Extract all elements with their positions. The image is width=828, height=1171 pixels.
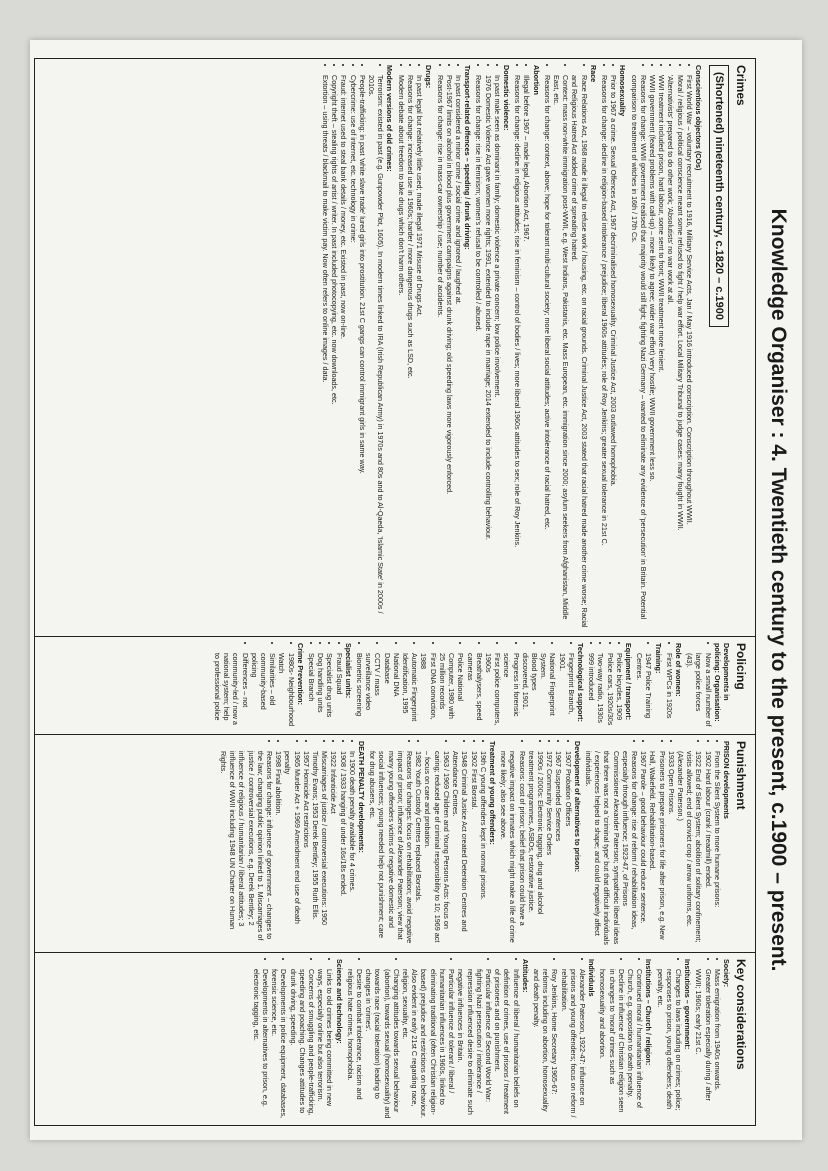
list-item: • Biometric screening xyxy=(355,653,364,728)
section-title: Development of alternatives to prison: xyxy=(572,741,582,872)
crimes-column xyxy=(35,59,755,637)
list-item: • Reasons: cost of prison; belief that prison could have a negative impact on inmates which might make a life of crime more likely; also see above. xyxy=(499,751,527,946)
section-list xyxy=(219,741,357,946)
section-list xyxy=(368,741,488,946)
list-item: • Dog handling units xyxy=(316,653,325,728)
list-item: • Extortion – using threats / blackmail to make victim pay. Now often refers to online images / data. xyxy=(321,75,330,630)
section-list xyxy=(665,643,674,728)
list-item: • 1907 Probation Officers xyxy=(563,751,572,946)
section-title: Individuals xyxy=(587,959,597,997)
list-item: • Race Relations Act, 1968 made it illegal to refuse work / housing, etc. on racial grounds. Criminal Justice Act, 2003 stated that racial hatred made another crime worse; Racial and Religious Hatred Act added crime of spreading hatred. xyxy=(570,75,588,630)
punishment-column xyxy=(35,735,755,953)
list-item: • Copyright theft – stealing rights of artist / writer. In past included photocopying, etc. now downloads, etc. xyxy=(330,75,339,630)
list-item: • Decline in influence of Christian religion seen in changes to 'moral' crimes such as homosexuality and abortion. xyxy=(598,969,626,1119)
section-list xyxy=(598,959,644,1119)
list-item: • 1976 Domestic Violence Act gave women more rights; 1991, extended to include rape in marriage; 2014 extended to include controlling behaviour. xyxy=(483,75,492,630)
key-heading: Key considerations xyxy=(734,959,748,1070)
section-title: Technological support: xyxy=(575,643,585,722)
list-item: • CCTV / mass surveillance video xyxy=(364,653,382,728)
section-list xyxy=(584,741,722,946)
crimes-sections xyxy=(321,65,703,630)
list-item: • Reasons for change: increased use in 1960s; harder / more dangerous drugs such as LSD, etc. xyxy=(406,75,415,630)
page-title: Knowledge Organiser : 4. Twentieth century to the present, c.1900 – present. xyxy=(767,208,790,972)
list-item: • Police National Computer, 1980 with 25 million records xyxy=(438,653,466,728)
list-item: • 1967 Suspended Sentences xyxy=(554,751,563,946)
punishment-sections xyxy=(219,741,731,946)
list-item: • 1963 / 1969 Children and Young Persons Acts: focus on caring; reduced age of criminal responsibility to 10; 1969 act – focus on care and probation. xyxy=(423,751,451,946)
list-item: • 1990s / 2000s: Electronic tagging, drug and alcohol treatment programmes, ASBOs, restorative justice. xyxy=(527,751,545,946)
rotated-organiser xyxy=(30,40,802,1140)
list-item: • Special Branch xyxy=(307,653,316,728)
list-item: • 1902 First Borstal. xyxy=(469,751,478,946)
section-list xyxy=(321,65,385,630)
list-item: • In 1900 death penalty available for 4 crimes. xyxy=(348,751,357,946)
section-list xyxy=(600,65,618,630)
list-item: • Terrorism: existed in past (e.g. Gunpowder Plot, 1605). In modern times linked to IRA (Irish Republican Army) in 1970s and 80s and to Al-Qaeda, 'Islamic State' in 2000s / 2010s. xyxy=(367,75,385,630)
key-sections xyxy=(252,959,731,1119)
list-item: • Fingerprint Branch, 1901. xyxy=(557,653,575,728)
section-list xyxy=(543,65,589,630)
list-item: • Reasons for change: context, above; hope for tolerant multi-cultural society; more liberal social attitudes; active intolerance of racial hatred, etc. xyxy=(543,75,552,630)
list-item: • Fraud Squad xyxy=(334,653,343,728)
list-item: • Moral / religious / political conscience meant some refused to fight / help war effort. Local Military Tribunal to judge cases: many fought in WWII. xyxy=(675,75,684,630)
list-item: • 1980s- Neighbourhood Watch xyxy=(277,653,295,728)
section-title: Science and technology: xyxy=(334,959,344,1044)
policing-column xyxy=(35,637,755,735)
section-list xyxy=(694,959,722,1119)
list-item: • Particular influence of Second World War: fighting Nazi persecution / intolerance / repression influenced desire to eliminate such negative influences in Britain. xyxy=(456,969,493,1119)
section-title: Specialist units: xyxy=(343,643,353,699)
list-item: • Influence of liberal / humanitarian beliefs on definition of crimes, use of prisons / treatment of prisoners and on punishment. xyxy=(493,969,521,1119)
list-item: • 1947 Police Training Centres. xyxy=(635,653,653,728)
list-item: • Miscarriages of justice / controversial executions: 1950 Timothy Evans; 1953 Derek Bentley; 1955 Ruth Ellis. xyxy=(311,751,329,946)
list-item: • Prisoners to prepare prisoners for life after prison, e.g. New Hall, Wakefield. Rehabilitation-based. xyxy=(648,751,666,946)
list-item: • 1957 Homicide Act restrictions xyxy=(302,751,311,946)
list-item: • Two-way radio, 1930s xyxy=(596,653,605,728)
list-item: • Modern debate about freedom to take drugs which don't harm others. xyxy=(397,75,406,630)
list-item: • Reasons for change: WWII government realised that majority would still fight; fighting Nazi Germany – wanted to eliminate any evidence of 'persecution' in Britain. Potential comparison to treatment of witches in 16th / 17th Cs. xyxy=(629,75,647,630)
section-title: Role of women: xyxy=(673,643,683,697)
list-item: • Progress in forensic science xyxy=(502,653,520,728)
list-item: • Changes to laws including on crimes; police; responses to prison, young offenders; death penalty, etc. xyxy=(655,969,683,1119)
section-list xyxy=(213,643,296,728)
list-item: • Continued moral / humanitarian influence of Church, e.g. opposition to death penalty. xyxy=(626,969,644,1119)
list-item: • Reasons for change: rise of reform / rehabilitation ideas, especially through influence; 1923-47, of Prisons Commissioner Alexander Paterson; sympathetic liberal ideas that there was not a 'criminal type' but that difficult individuals / experiences helped to shape; and could negatively affect individuals. xyxy=(584,751,639,946)
list-item: • In past legal but relatively little used; made illegal 1971 Misuse of Drugs Act. xyxy=(415,75,424,630)
list-item: • Reasons for change: decline in religion-based intolerance / prejudice; liberal 1960s attitudes; role of Roy Jenkins; greater sexual tolerance in 21st C. xyxy=(600,75,609,630)
list-item: • First DNA conviction, 1988 xyxy=(419,653,437,728)
list-item: • Post-1967 limits on alcohol in blood plus government campaigns against drunk driving; old speeding laws more vigorously enforced. xyxy=(445,75,454,630)
section-list xyxy=(252,959,335,1119)
section-title: Drugs: xyxy=(424,65,434,89)
list-item: • From the Silent System to more humane prisons: xyxy=(713,751,722,946)
list-item: • Alexander Paterson, 1922-47: influence on prisons and young offenders; focus on reform / rehabilitation. xyxy=(559,969,587,1119)
list-item: • 1998 Final abolition. xyxy=(274,751,283,946)
paper-sheet xyxy=(30,40,802,1140)
list-item: • 1922 End of Silent System; abolition of solitary confinement; visits allowed; end of convict crop / arrow uniforms, etc. (Alexander Paterson.) xyxy=(676,751,704,946)
section-title: Developments in policing: Organisation: xyxy=(712,643,731,722)
list-item: • Greater toleration especially during / after WWII; 1960s; early 21st C. xyxy=(694,969,712,1119)
list-item: • Concerns of smuggling and people-trafficking, speeding and poaching. Changes attitudes to drunk driving, speeding. xyxy=(288,969,316,1119)
section-title: Transport-related offences – speeding / drunk driving: xyxy=(463,65,473,250)
list-item: • Fraud: internet used to steal bank details / money, etc. Existed in past, now on-line. xyxy=(339,75,348,630)
section-title: Training: xyxy=(653,643,663,674)
list-item: • Reasons for change: rise in mass-car ownership / use; number of accidents. xyxy=(435,75,444,630)
list-item: • Roy Jenkins, Home Secretary 1965-67: reforms including on abortion, homosexuality and death penalty. xyxy=(532,969,560,1119)
list-item: • Reasons for change: decline in religious attitudes; rise in feminism – control of bodies / lives; more liberal 1960s attitudes to sex; role of Roy Jenkins. xyxy=(513,75,522,630)
section-title: Society: xyxy=(722,959,731,987)
list-item: • 1902 Hard labour (crank / treadmill) ended. xyxy=(703,751,712,946)
list-item: • First WPCs in 1920s xyxy=(665,653,674,728)
list-item: • Reasons for change: influence of government – changes to the law; changing public opinion linked to 1. Miscarriages of justice / controversial executions, e.g. Derek Bentley; 2 influence of religious / humanitarian / liberal attitudes; 3 influence of WWII including 1948 UN Charter on Human Rights. xyxy=(219,751,274,946)
list-item: • Specialist drug units xyxy=(325,653,334,728)
section-title: PRISON developments xyxy=(722,741,731,819)
list-item: • Links to old crimes being committed in new ways, especially online but also terrorism. xyxy=(316,969,334,1119)
list-item: • Now a small number of large police forces (43). xyxy=(685,653,713,728)
section-title: Race xyxy=(588,65,598,83)
list-item: • Context: mass non-white immigration post-WWII, e.g. West Indians, Pakistanis, etc. Mass European, etc. immigration since 2000; asylum seekers from Afghanistan, Middle East, etc. xyxy=(552,75,570,630)
list-item: • 1908 / 1933 hanging of under 16s/18s ended. xyxy=(338,751,347,946)
policing-heading: Policing xyxy=(734,643,748,690)
era-box: (Shortened) nineteenth century, c.1820 – c.1900 xyxy=(709,65,729,327)
list-item: • Developments in police equipment, databases, forensic science, etc. xyxy=(270,969,288,1119)
section-title: Abortion xyxy=(531,65,541,95)
section-list xyxy=(587,643,624,728)
list-item: • Blood types discovered, 1901. xyxy=(521,653,539,728)
list-item: • Illegal before 1967 – made legal, Abortion Act, 1967. xyxy=(522,75,531,630)
section-title: Domestic violence: xyxy=(501,65,511,131)
list-item: • 1972 Community Service Orders xyxy=(545,751,554,946)
list-item: • In past male seen as dominant in family; domestic violence a private concern; low police involvement. xyxy=(493,75,502,630)
list-item: • Reasons for change: rise in feminism; women's refusal to be controlled / abused. xyxy=(474,75,483,630)
list-item: • First police computers, 1960s xyxy=(484,653,502,728)
section-title: DEATH PENALTY developments: xyxy=(357,741,367,853)
section-title: Homosexuality xyxy=(618,65,628,117)
section-list xyxy=(355,643,576,728)
organiser-grid xyxy=(34,58,756,1126)
section-list xyxy=(346,959,521,1119)
section-list xyxy=(635,643,653,728)
policing-sections xyxy=(213,643,731,728)
section-list xyxy=(513,65,531,630)
section-title: Modern versions of old crimes: xyxy=(385,65,395,172)
list-item: • In past considered a minor crime / social crime and ignored / laughed at. xyxy=(454,75,463,630)
list-item: • 1982 Youth Custody Centres replaced Borstals. xyxy=(414,751,423,946)
list-item: • Differences – not community-led / now a national system; help to professional police xyxy=(213,653,250,728)
list-item: • 1922 Infanticide Act xyxy=(329,751,338,946)
list-item: • Police bicycles, 1909 xyxy=(615,653,624,728)
list-item: • National DNA Database xyxy=(382,653,400,728)
list-item: • Breathalysers, speed cameras xyxy=(465,653,483,728)
section-list xyxy=(307,643,344,728)
crimes-heading: Crimes xyxy=(734,65,748,106)
section-list xyxy=(474,65,502,630)
section-title: Equipment / transport: xyxy=(623,643,633,721)
list-item: • WWI treatment included prison, hard labour, some sent to front; WWII treatment more lenient. xyxy=(657,75,666,630)
list-item: • Prior to 1967 a crime. Sexual Offences Act, 1967 decriminalised homosexuality. Criminal Justice Act, 2003 outlawed homophobia. xyxy=(609,75,618,630)
list-item: • Changing attitudes towards sexual behaviour (abortion), towards sexual (homosexuality) and towards race (racial toleration) leading to changes in 'crimes'. xyxy=(364,969,401,1119)
list-item: • 'Alternativists' prepared to do other work; 'Absolutists' no war work at all. xyxy=(666,75,675,630)
list-item: • Mass emigration from 1940s onwards. xyxy=(713,969,722,1119)
list-item: • 19th C young offenders kept in normal prisons. xyxy=(479,751,488,946)
list-item: • Automatic Fingerprint Identification, 1995 xyxy=(401,653,419,728)
list-item: • WWII government (feared problems with call-up) – more likely to agree; wider war effort) very hostile; WWII government less so. xyxy=(648,75,657,630)
section-title: Conscientious objectors (COs) xyxy=(694,65,703,171)
list-item: • 1967 Parole – good behaviour could reduce sentence. xyxy=(639,751,648,946)
section-list xyxy=(435,65,463,630)
list-item: • National Fingerprint System. xyxy=(539,653,557,728)
list-item: • 1948 Criminal Justice Act created Detention Centres and Attendance Centres. xyxy=(451,751,469,946)
list-item: • 999 introduced xyxy=(587,653,596,728)
list-item: • People-trafficking: in past 'white slave trade' lured girls into prostitution. 21st C gangs can control immigrant girls in same way. xyxy=(358,75,367,630)
section-title: Crime Prevention: xyxy=(295,643,305,705)
section-list xyxy=(629,65,693,630)
section-title: Institutions – Church / religion: xyxy=(644,959,654,1066)
list-item: • Similarities – old community-based policing xyxy=(250,653,278,728)
section-list xyxy=(397,65,425,630)
list-item: • Reasons for changes: focus on rehabilitation; avoid negative impact of prison; influence of Alexander Paterson; view that many young offenders victims of negative domestic and social influences; young needed help not punishment; care for drug abusers, etc. xyxy=(368,751,414,946)
section-list xyxy=(499,741,573,946)
section-title: Treatment of young offenders: xyxy=(487,741,497,845)
list-item: • Police cars, 1920s/30s xyxy=(605,653,614,728)
list-item: • First World War – voluntary recruitment to 1916, Military Service Acts, Jan / May 1916 introduced conscription. Conscription throughout WWII. xyxy=(685,75,694,630)
section-list xyxy=(532,959,587,1119)
list-item: • Developments in alternatives to prison, e.g. electronic tagging, etc. xyxy=(252,969,270,1119)
list-item: • Desire to combat intolerance, racism and religious hate crimes, homophobia. xyxy=(346,969,364,1119)
section-list xyxy=(655,959,683,1119)
list-item: • 1965 Murder Act + 1969 Amendment end use of death penalty xyxy=(283,751,301,946)
key-considerations-column xyxy=(35,953,755,1125)
section-title: Institutions – government: xyxy=(683,959,693,1050)
section-title: Attitudes: xyxy=(520,959,530,993)
section-list xyxy=(685,643,713,728)
list-item: • Cybercrime: use of internet, etc. technology in crime: xyxy=(348,75,357,630)
punishment-heading: Punishment xyxy=(734,741,748,810)
list-item: • 1933 Open Prisons. xyxy=(667,751,676,946)
list-item: • Particular influence of tolerant / liberal / humanitarian influences in 1960s, linked to eliminating traditional (often Christian religion-based) prejudice and restrictions on behaviour. Also evident in early 21st C regarding race, religion, sexuality, etc. xyxy=(401,969,456,1119)
